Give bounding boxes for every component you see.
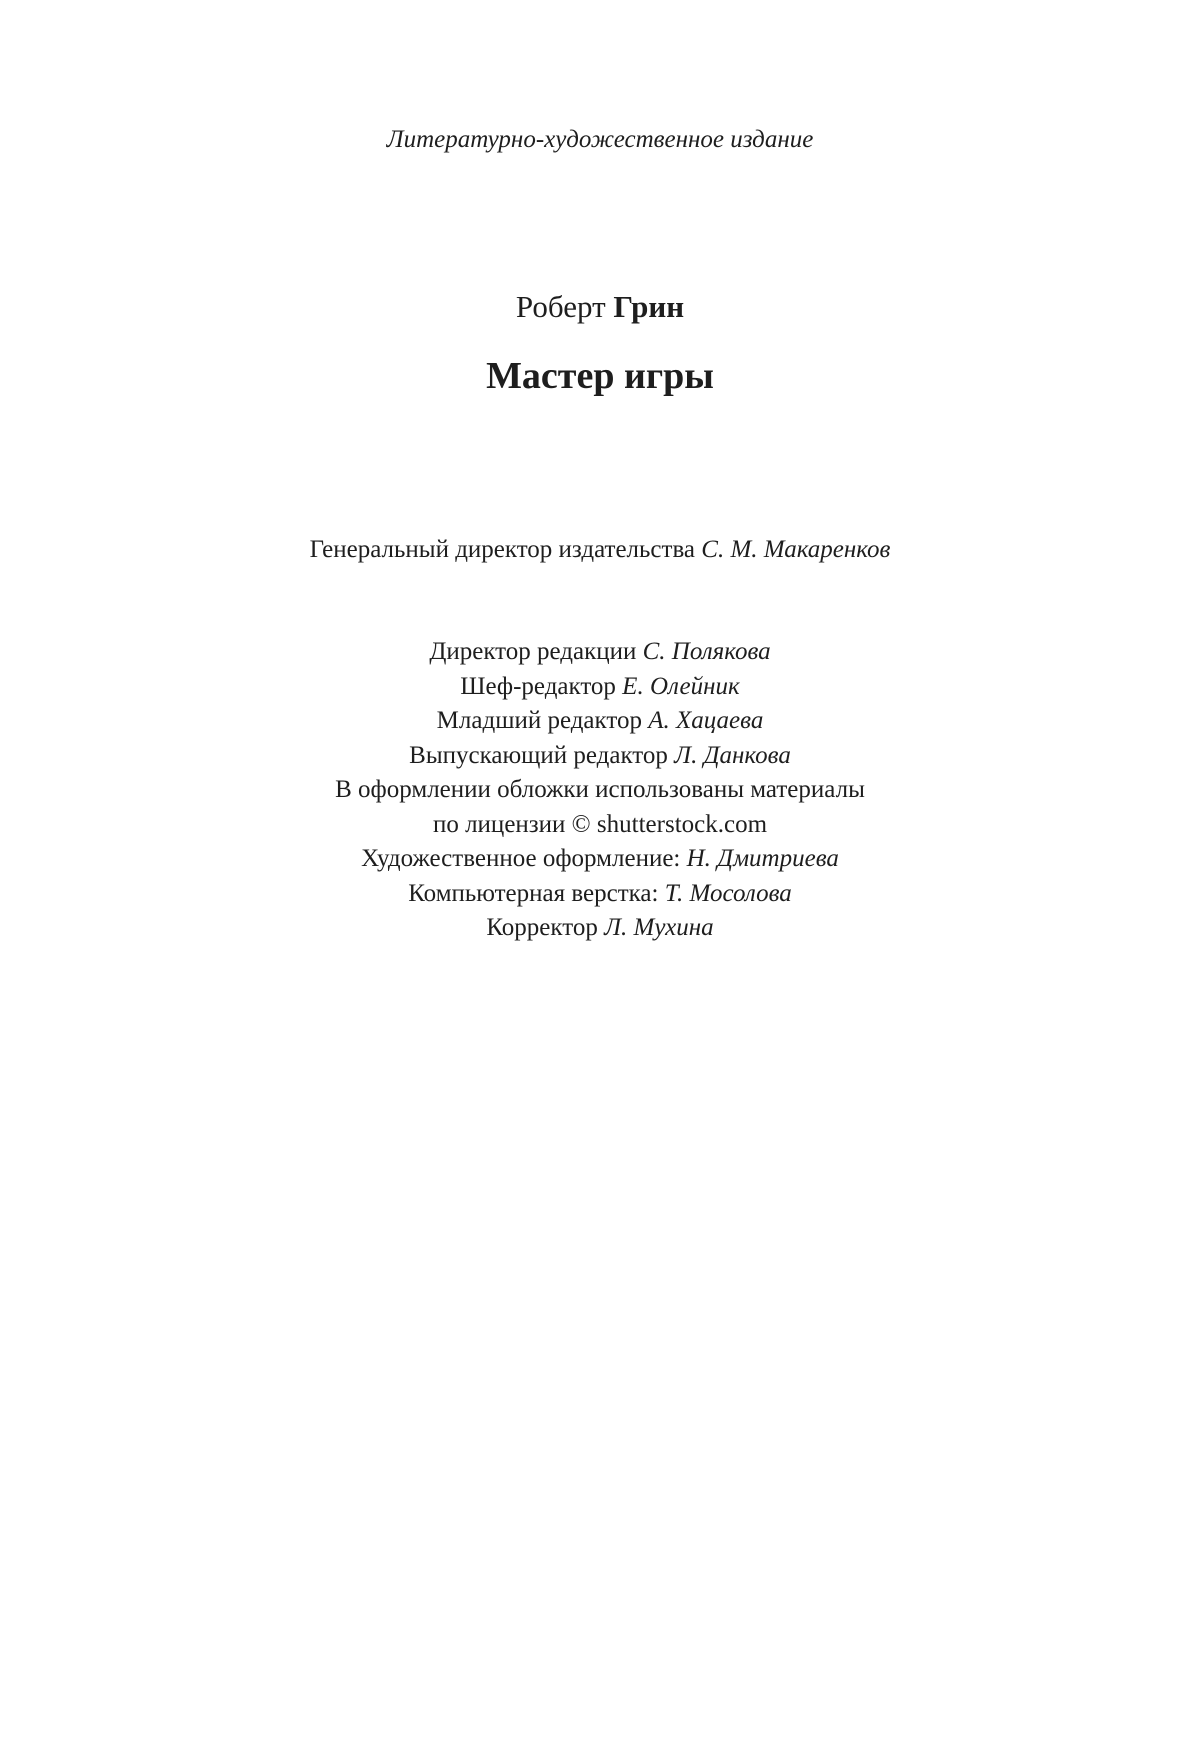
credit-role: Шеф-редактор <box>460 672 616 700</box>
credit-name: С. Полякова <box>642 638 771 665</box>
credit-row <box>0 773 1200 808</box>
credit-role: Художественное оформление: <box>361 845 681 872</box>
credit-role: Компьютерная верстка: <box>408 879 659 907</box>
general-director-role: Генеральный директор издательства <box>309 536 696 563</box>
credit-name: Н. Дмитриева <box>686 845 839 872</box>
general-director-name: С. М. Макаренков <box>701 536 891 563</box>
credit-row <box>0 670 1200 705</box>
credit-name: Т. Мосолова <box>664 879 792 907</box>
credit-name: Е. Олейник <box>622 672 740 700</box>
credit-row <box>0 704 1200 739</box>
credit-role: В оформлении обложки использованы материалы <box>335 776 865 803</box>
edition-type: Литературно-художественное издание <box>386 126 814 153</box>
credit-row <box>0 842 1200 877</box>
general-director-line <box>0 536 1200 564</box>
credit-role: Младший редактор <box>436 707 642 734</box>
credit-name: А. Хацаева <box>648 707 764 734</box>
credit-row <box>0 739 1200 774</box>
credit-row <box>0 635 1200 670</box>
author-last-name: Грин <box>613 289 685 324</box>
credit-role: по лицензии © shutterstock.com <box>432 810 768 838</box>
author-name <box>0 289 1200 325</box>
credit-role: Корректор <box>486 914 598 941</box>
credit-row <box>0 877 1200 912</box>
credit-name: Л. Данкова <box>674 741 791 769</box>
credit-role: Директор редакции <box>429 638 637 665</box>
book-title: Мастер игры <box>486 355 714 397</box>
credit-role: Выпускающий редактор <box>409 741 668 769</box>
credit-name: Л. Мухина <box>604 914 714 941</box>
credit-row <box>0 808 1200 843</box>
author-first-name: Роберт <box>515 289 606 324</box>
credit-row <box>0 911 1200 946</box>
credits-block <box>0 635 1200 946</box>
